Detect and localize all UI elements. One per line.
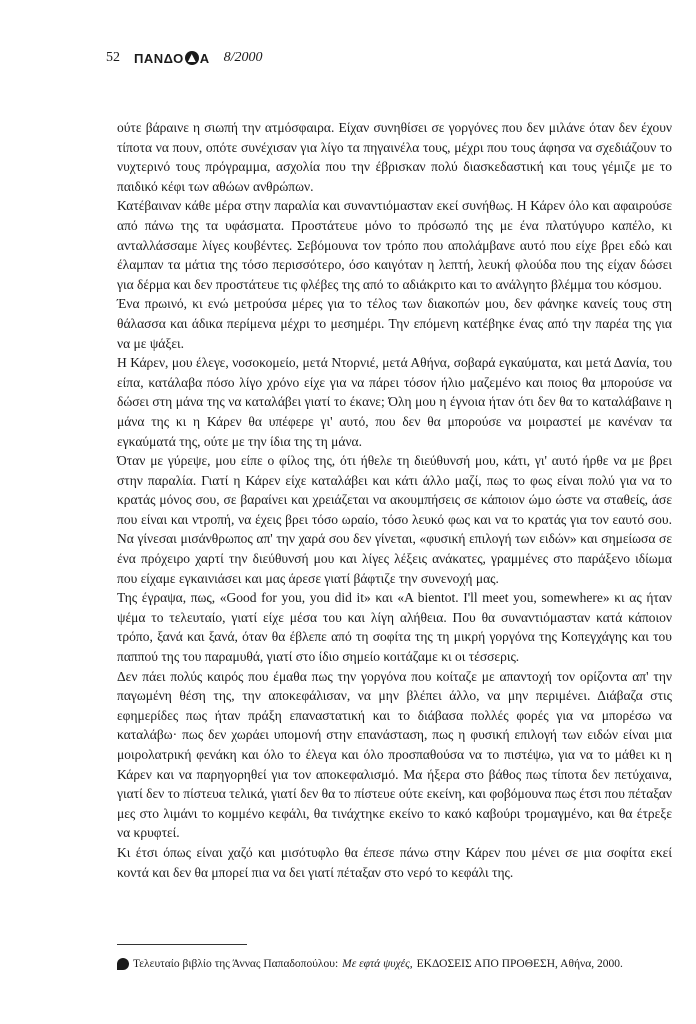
footnote: [117, 956, 677, 972]
paragraph: Όταν με γύρεψε, μου είπε ο φίλος της, ότι ήθελε τη διεύθυνσή μου, κάτι, γι' αυτό ήρθε να με βρει στην παραλία. Γιατί η Κάρεν είχε καταλάβει και κάτι άλλο μαζί, πως το φως είναι πολύ για να το κρατάς μόνος σου, σε βαραίνει και χρειάζεται να ακουμπήσεις σε κάποιον ώμο ώστε να σταθείς, άσε που είναι και ντροπή, να έχεις βρει τόσο ωραίο, τόσο λευκό φως και να το κρατάς για τον εαυτό σου. Να γίνεσαι μισάνθρωπος απ' την χαρά σου δεν γίνεται, «φυσική επιλογή των ειδών» και σημείωσα σε ένα πρόχειρο χαρτί την διεύθυνσή μου και λίγες λέξεις ανάκατες, γραμμένες στο παράξενο ιδίωμα που είχαμε εγκαινιάσει και μας άρεσε γιατί βάφτιζε την συνενοχή μας.: [117, 453, 672, 586]
article-body: [117, 118, 672, 882]
page-header: [106, 50, 263, 66]
paragraph: ούτε βάραινε η σιωπή την ατμόσφαιρα. Είχαν συνηθίσει σε γοργόνες που δεν μιλάνε όταν δεν έχουν τίποτα να πουν, οπότε συνέχισαν για λίγο τα πηγαινέλα τους, μέχρι που τους άφησα να σχεδιάζουν το νυχτερινό τους πρόγραμμα, ασχολία που την έβρισκαν πολύ διασκεδαστική και τους γέμιζε με το παιδικό κέφι των αθώων ανθρώπων.: [117, 120, 672, 194]
footnote-book-title: Με εφτά ψυχές,: [342, 958, 413, 970]
footnote-publisher: ΕΚΔΟΣΕΙΣ ΑΠΟ ΠΡΟΘΕΣΗ, Αθήνα, 2000.: [416, 958, 623, 970]
magazine-logo: [134, 51, 210, 66]
paragraph: Δεν πάει πολύς καιρός που έμαθα πως την γοργόνα που κοίταζε με απαντοχή τον ορίζοντα απ' την παγωμένη θέση της, την αποκεφάλισαν, να μην βλέπει άλλο, να μην περιμένει. Διάβαζα στις εφημερίδες πως ήταν πράξη επαναστατική και το διάβασα πολλές φορές για να μπορέσω να καταλάβω· πως δεν χωράει υπομονή στην επανάσταση, πως η φυσική επιλογή των ειδών είναι μια μοιρολατρική φενάκη και όλο το έλεγα και όλο προσπαθούσα να το πιστέψω, για να το μάθει κι η Κάρεν και να παρηγορηθεί για τον αποκεφαλισμό. Μα ήξερα στο βάθος πως τίποτα δεν πετύχαινα, γιατί δεν το πίστευα τελικά, γιατί δεν θα το πίστευε ούτε εκείνη, και φοβόμουνα πως έτσι που πέταξαν μες στο λιμάνι το κομμένο κεφάλι, θα τινάχτηκε εκείνο το κακό καβούρι τρομαγμένο, και θα έτρεξε να κρυφτεί.: [117, 668, 672, 841]
paragraph: Ένα πρωινό, κι ενώ μετρούσα μέρες για το τέλος των διακοπών μου, δεν φάνηκε κανείς τους στη θάλασσα και άδικα περίμενα μέχρι το μεσημέρι. Την επόμενη κατέβηκε ένας από την παρέα της για να με ψάξει.: [117, 296, 672, 351]
paragraph: Η Κάρεν, μου έλεγε, νοσοκομείο, μετά Ντορνιέ, μετά Αθήνα, σοβαρά εγκαύματα, και μετά Δανία, του είπα, κατάλαβα πόσο λίγο χρόνο είχε για να πάρει τόσον ήλιο μαζεμένο και ποιος θα μπορούσε να δώσει στη μάνα της να καταλάβει γιατί το έκανε; Όλη μου η έγνοια ήταν ότι δεν θα το καταλάβαινε η μάνα της κι η Κάρεν θα υπέφερε γι' αυτό, που δεν θα μπορούσε να μοιραστεί με κανέναν τα εγκαύματά της, ούτε με την ίδια της τη μάνα.: [117, 355, 672, 449]
magazine-name-suffix: Α: [199, 50, 210, 66]
page-number: 52: [106, 50, 120, 65]
paragraph: Κατέβαιναν κάθε μέρα στην παραλία και συναντιόμασταν εκεί συνήθως. Η Κάρεν όλο και αφαιρούσε από πάνω της τα υφάσματα. Προστάτευε μόνο το πρόσωπό της με ένα πλατύγυρο καπέλο, κι ανταλλάσσαμε λίγες κουβέντες. Σεβόμουνα τον τρόπο που απολάμβανε αυτό που είχε βρει εδώ και έλαμπαν τα μάτια της τόσο περισσότερο, όσο καιγόταν η λεπτή, λευκή φλούδα που της είχαν δώσει για δέρμα και δεν προστάτευε τις φλέβες της από το αδιάκριτο και το ανάλγητο βλέμμα του κόσμου.: [117, 198, 672, 292]
magazine-logo-icon: [185, 51, 199, 65]
footnote-prefix: Τελευταίο βιβλίο της Άννας Παπαδοπούλου:: [133, 958, 339, 970]
magazine-name: ΠΑΝΔΟ: [134, 50, 184, 66]
footnote-divider: [117, 944, 247, 945]
issue-number: 8/2000: [223, 50, 263, 65]
paragraph: Της έγραψα, πως, «Good for you, you did it» και «A bientot. I'll meet you, somewhere» κι ας ήταν ψέμα το τελευταίο, γιατί είχε μέσα του και λίγη αλήθεια. Που θα συναντιόμασταν κατά κάποιον τρόπο, ξανά και ξανά, όταν θα έβλεπε από τη σοφίτα της τη μικρή γοργόνα της Κοπεγχάγης και του παππού της του παραμυθά, γιατί στο ίδιο σημείο κοιτάζαμε κι οι τέσσερις.: [117, 590, 672, 665]
footnote-marker-icon: [117, 958, 129, 970]
paragraph: Κι έτσι όπως είναι χαζό και μισότυφλο θα έπεσε πάνω στην Κάρεν που μένει σε μια σοφίτα εκεί κοντά και δεν θα μπορεί πια να δει γιατί πέταξαν στο νερό το κεφάλι της.: [117, 844, 672, 880]
